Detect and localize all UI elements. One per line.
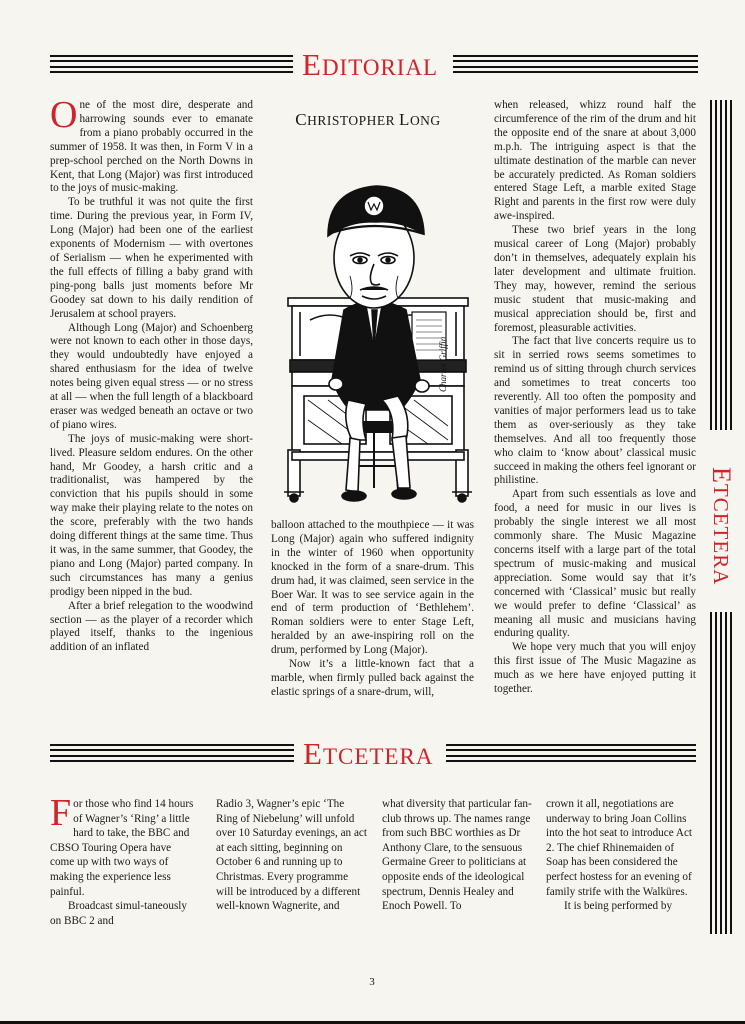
etcetera-side-label: ETCETERA xyxy=(707,466,736,586)
etcetera-col4-paragraph-2: It is being performed by xyxy=(564,900,673,913)
editorial-col1-paragraph-1: One of the most dire, desperate and harrowing sounds ever to emanate from a piano probably occurred in the summer of 1958. It was then, in Form V in a prep-school perched on the North Downs in Kent, that Long (Major) was first introduced to the joys of music-making. xyxy=(50,94,253,195)
etcetera-rule-right xyxy=(446,744,696,762)
editorial-heading-rest: DITORIAL xyxy=(321,55,439,80)
etcetera-column-4 xyxy=(546,797,698,914)
side-rule-bottom xyxy=(710,612,732,934)
editorial-byline: CHRISTOPHER LONG xyxy=(295,110,441,129)
editorial-rule-left xyxy=(50,55,293,73)
editorial-col3-paragraph-5: We hope very much that you will enjoy this first issue of The Music Magazine as much as we here have enjoyed putting it together. xyxy=(494,641,696,696)
editorial-col1-paragraph-3: Although Long (Major) and Schoenberg were not known to each other in those days, they would undoubtedly have enjoyed a shared enthusiasm for the idea of twelve notes being given equal stress — or no stress at all — when the full length of a blackboard eraser was wedged beneath an octave or two of piano wires. xyxy=(50,321,253,431)
editorial-heading-initial: E xyxy=(302,47,322,82)
etcetera-col1-paragraph-1: For those who find 14 hours of Wagner’s ‘Ring’ a little hard to take, the BBC and CBSO Touring Opera have come up with two ways of making the experience less painful. xyxy=(50,792,194,898)
etcetera-col4-paragraph-1: crown it all, negotiations are underway to bring Joan Collins into the hot seat to introduce Act 2. The chief Rhinemaiden of Soap has been considered the perfect hostess for an evening of family strife with the Walküres. xyxy=(546,798,693,898)
etcetera-column-1 xyxy=(50,792,198,928)
editorial-col3-paragraph-1: when released, whizz round half the circumference of the rim of the drum and hit the opposite end of the snare at about 3,000 m.p.h. The intriguing aspect is that the ultimate destination of the marble can never be accurately predicted. As Roman soldiers entered Stage Left, a marble exited Stage Right and parents in the first row were duly awe-inspired. xyxy=(494,99,696,223)
editorial-col1-paragraph-5: After a brief relegation to the woodwind section — as the player of a recorder which played itself, thanks to the ingenious addition of an inflated xyxy=(50,599,253,654)
editorial-col2-paragraph-1: balloon attached to the mouthpiece — it was Long (Major) again who suffered indignity in the winter of 1960 when opportunity knocked in the form of a snare-drum. This drum had, it was claimed, seen service in the Boer War. It was to see service again in the end of term production of ‘Bethlehem’. Roman soldiers were to enter Stage Left, heralded by an awe-inspiring roll on the drum, performed by Long (Major). xyxy=(271,519,474,657)
editorial-column-1 xyxy=(50,94,253,655)
editorial-col3-paragraph-2: These two brief years in the long musical career of Long (Major) probably don’t in themselves, adequately explain his later development and ultimate fruition. They may, however, remind the serious music student that music-making and musical appreciation should be, first and foremost, pleasurable activities. xyxy=(494,224,696,334)
editorial-column-2 xyxy=(271,519,474,700)
figure-head xyxy=(328,186,424,308)
etcetera-column-3 xyxy=(382,797,532,914)
editorial-col3-paragraph-3: The fact that live concerts require us to sit in serried rows seems sometimes to remind us of sitting through church services and sometimes to treat concerts too reverently. All too often the pomposity and vanities of major performers lead us to take them as over-seriously as they take themselves. And all too frequently those who claim to ‘know about’ classical music succeed in making the others feel ignorant or philistine. xyxy=(494,335,696,487)
etcetera-drop-cap: F xyxy=(50,792,72,834)
editorial-col2-paragraph-2: Now it’s a little-known fact that a marble, when firmly pulled back against the elastic springs of a snare-drum, will, xyxy=(271,658,474,698)
etcetera-heading xyxy=(303,736,433,772)
etcetera-heading-initial: E xyxy=(303,736,323,771)
caricature-illustration xyxy=(270,160,480,522)
editorial-column-3 xyxy=(494,99,696,697)
editorial-col1-paragraph-2: To be truthful it was not quite the first time. During the previous year, in Form IV, Long (Major) had been one of the earliest exponents of Modernism — with overtones of Serialism — when he experimented with the full effects of filling a baby grand with ping-pong balls just moments before Mr Goodey sat down to his daily rendition of Jerusalem at school prayers. xyxy=(50,196,253,320)
editorial-col1-paragraph-4: The joys of music-making were short-lived. Pleasure seldom endures. On the other hand, Mr Goodey, a harsh critic and a traditionalist, was hampered by the conviction that his pupils should in some way make their playing relate to the notes on the score, preferably with the two hands doing different things at the same time. Thus it was, in the same summer, that Goodey, the piano and Long (Major) parted company. In such circumstances has many a genius prodigy been nipped in the bud. xyxy=(50,432,253,598)
etcetera-col2-paragraph-1: Radio 3, Wagner’s epic ‘The Ring of Niebelung’ will unfold over 10 Saturday evenings, an act at each sitting, beginning on October 6 and running up to Christmas. Every programme will be introduced by a different well-known Wagnerite, and xyxy=(216,798,367,913)
page-number: 3 xyxy=(369,976,375,988)
editorial-heading xyxy=(302,47,438,83)
side-rule-top xyxy=(710,100,732,430)
etcetera-col3-paragraph-1: what diversity that particular fan-club throws up. The names range from such BBC worthies as Dr Anthony Clare, to the sensuous Germaine Greer to politicians at opposite ends of the ideological spectrum, Dennis Healey and Enoch Powell. To xyxy=(382,798,532,913)
editorial-col3-paragraph-4: Apart from such essentials as love and food, a need for music in our lives is probably the single interest we all most commonly share. The Music Magazine concerns itself with a large part of the total spectrum of music-making and musical appreciation. Some would say that it’s concerned with ‘Classical’ music but really we would prefer to define ‘Classical’ as meaning all music and musicians having enduring quality. xyxy=(494,488,696,640)
etcetera-heading-rest: TCETERA xyxy=(322,744,434,769)
editorial-drop-cap: O xyxy=(50,94,78,136)
etcetera-column-2 xyxy=(216,797,368,914)
etcetera-col1-paragraph-2: Broadcast simul-taneously on BBC 2 and xyxy=(50,900,187,927)
editorial-rule-right xyxy=(453,55,698,73)
cartoon-signature: Charles Griffin xyxy=(438,336,448,392)
etcetera-rule-left xyxy=(50,744,294,762)
